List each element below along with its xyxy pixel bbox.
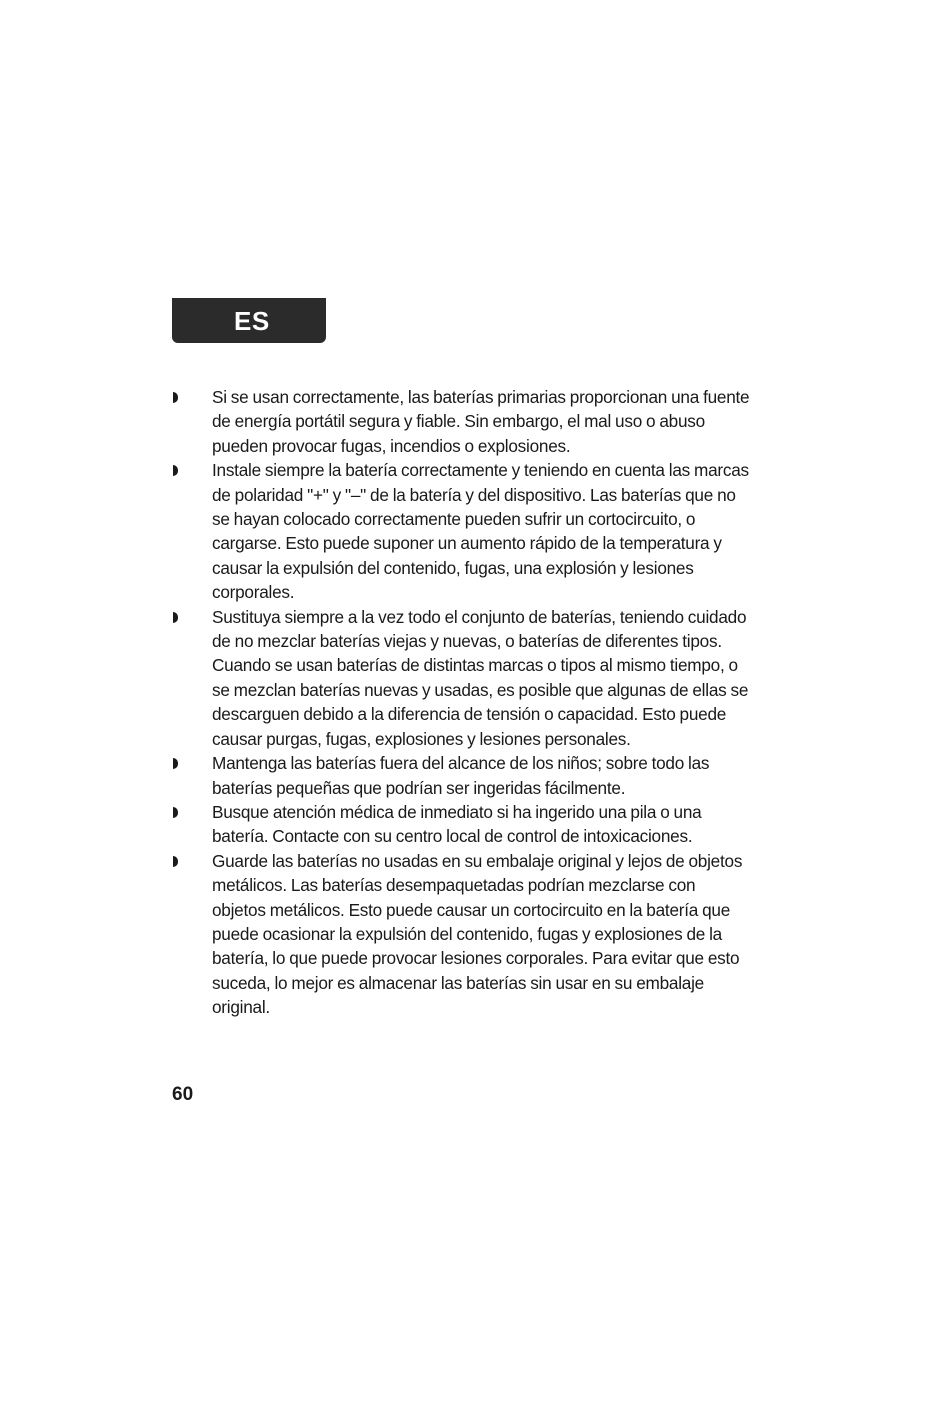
list-item-text: Guarde las baterías no usadas en su embalaje original y lejos de objetos metálicos. Las baterías desempaquetadas podrían mezclarse con objetos metálicos. Esto puede causar un cortocircuito en la batería que puede ocasionar la expulsión del contenido, fugas y explosiones de la batería, lo que puede provocar lesiones corporales. Para evitar que esto suceda, lo mejor es almacenar las baterías sin usar en su embalaje original. [212,850,743,1018]
bullet-icon [173,807,178,818]
bullet-icon [173,612,178,623]
language-tab [172,298,326,343]
bullet-icon [173,465,178,476]
list-item-text: Busque atención médica de inmediato si ha ingerido una pila o una batería. Contacte con su centro local de control de intoxicaciones. [212,801,702,847]
list-item-text: Mantenga las baterías fuera del alcance de los niños; sobre todo las baterías pequeñas que podrían ser ingeridas fácilmente. [212,753,710,798]
list-item-text: Sustituya siempre a la vez todo el conjunto de baterías, teniendo cuidado de no mezclar baterías viejas y nuevas, o baterías de diferentes tipos. Cuando se usan baterías de distintas marcas o tipos al mismo tiempo, o se mezclan baterías nuevas y usadas, es posible que algunas de ellas se descarguen debido a la diferencia de tensión o capacidad. Esto puede causar purgas, fugas, explosiones y lesiones personales. [212,606,749,749]
list-item [172,751,752,800]
list-item [172,849,752,1020]
language-tab-label: ES [234,306,270,336]
list-item-text: Instale siempre la batería correctamente y teniendo en cuenta las marcas de polaridad "+" y "–" de la batería y del dispositivo. Las baterías que no se hayan colocado correctamente pueden sufrir un cortocircuito, o cargarse. Esto puede suponer un aumento rápido de la temperatura y causar la expulsión del contenido, fugas, una explosión y lesiones corporales. [212,460,749,603]
list-item [172,385,752,458]
bullet-icon [173,856,178,867]
bullet-icon [173,392,178,403]
list-item [172,458,752,604]
list-item-text: Si se usan correctamente, las baterías primarias proporcionan una fuente de energía portátil segura y fiable. Sin embargo, el mal uso o abuso pueden provocar fugas, incendios o explosiones. [212,387,750,456]
safety-instructions-list [172,385,752,1020]
bullet-icon [173,758,178,769]
list-item [172,800,752,849]
list-item [172,605,752,751]
page-number: 60 [172,1084,194,1105]
